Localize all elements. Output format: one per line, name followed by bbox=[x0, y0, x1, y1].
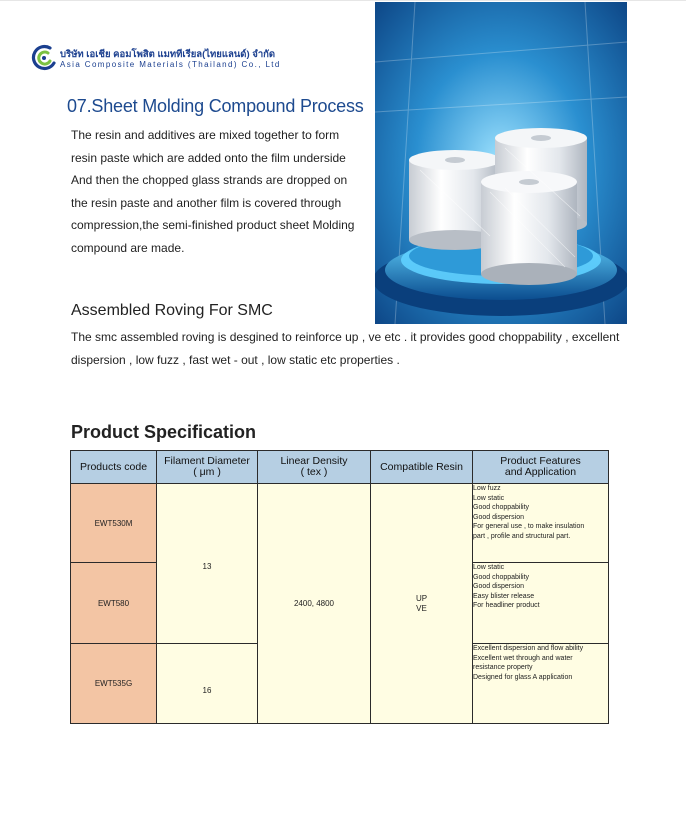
feature-item: Easy blister release bbox=[473, 592, 535, 600]
roving-line: The smc assembled roving is desgined to reinforce up , ve etc . it provides good choppability , excellent bbox=[71, 330, 620, 344]
feature-item: part , profile and structural part. bbox=[473, 532, 571, 540]
roving-title: Assembled Roving For SMC bbox=[71, 302, 273, 319]
process-description bbox=[71, 124, 371, 259]
table-row bbox=[71, 484, 609, 563]
resin-value: UP bbox=[415, 593, 428, 603]
logo-swirl-icon bbox=[30, 44, 58, 72]
process-line: The resin and additives are mixed together to form bbox=[71, 128, 340, 142]
company-logo bbox=[30, 44, 370, 74]
company-name-thai: บริษัท เอเชีย คอมโพสิต แมททีเรียล(ไทยแลนด์) จำกัด bbox=[60, 49, 276, 60]
feature-item: Good dispersion bbox=[473, 583, 524, 590]
product-code: EWT535G bbox=[71, 644, 157, 724]
spec-table bbox=[70, 450, 609, 724]
feature-item: Excellent dispersion and flow ability bbox=[473, 645, 584, 652]
roving-line: dispersion , low fuzz , fast wet - out , low static etc properties . bbox=[71, 353, 400, 367]
header-products-code: Products code bbox=[71, 451, 157, 484]
feature-item: Good choppability bbox=[473, 504, 530, 511]
process-line: resin paste which are added onto the film underside bbox=[71, 150, 346, 165]
diameter-cell-16 bbox=[157, 644, 258, 724]
features-cell bbox=[473, 484, 609, 563]
process-line: the resin paste and another film is covered through bbox=[71, 195, 342, 210]
header-linear-density bbox=[258, 451, 371, 484]
spec-title: Product Specification bbox=[71, 422, 257, 442]
diameter-value: 16 bbox=[202, 686, 212, 695]
header-filament-diameter bbox=[157, 451, 258, 484]
density-cell: 2400, 4800 bbox=[258, 484, 371, 724]
roving-description bbox=[71, 326, 631, 372]
top-rule bbox=[0, 0, 686, 1]
feature-item: Excellent wet through and water bbox=[473, 654, 573, 662]
header-line: ( μm ) bbox=[193, 466, 221, 478]
resin-cell bbox=[371, 484, 473, 724]
feature-item: For headliner product bbox=[473, 602, 540, 609]
feature-item: Low static bbox=[473, 564, 505, 571]
header-line: and Application bbox=[504, 466, 577, 478]
header-line: Filament Diameter bbox=[164, 455, 250, 467]
features-cell bbox=[473, 563, 609, 644]
header-line: Product Features bbox=[500, 455, 581, 467]
table-header-row bbox=[71, 451, 609, 484]
diameter-cell-13 bbox=[157, 484, 258, 644]
resin-value: VE bbox=[416, 603, 427, 613]
features-cell bbox=[473, 644, 609, 724]
diameter-value: 13 bbox=[202, 562, 212, 571]
feature-item: Good dispersion bbox=[473, 513, 524, 521]
product-code: EWT580 bbox=[71, 563, 157, 644]
product-code: EWT530M bbox=[71, 484, 157, 563]
process-line: compound are made. bbox=[71, 240, 185, 255]
header-line: ( tex ) bbox=[300, 466, 328, 478]
feature-item: Low static bbox=[473, 494, 505, 502]
process-line: compression,the semi-finished product sheet Molding bbox=[71, 218, 355, 232]
header-line: Linear Density bbox=[280, 455, 348, 467]
feature-item: resistance property bbox=[473, 664, 533, 671]
company-name-english: Asia Composite Materials (Thailand) Co., Ltd bbox=[60, 60, 281, 69]
roving-spools-image bbox=[375, 2, 627, 324]
feature-item: For general use , to make insulation bbox=[473, 523, 585, 530]
feature-item: Designed for glass A application bbox=[473, 673, 573, 681]
feature-item: Low fuzz bbox=[473, 485, 501, 492]
header-compatible-resin: Compatible Resin bbox=[371, 451, 473, 484]
section-title: 07.Sheet Molding Compound Process bbox=[67, 96, 364, 116]
process-line: And then the chopped glass strands are dropped on bbox=[71, 173, 348, 187]
header-product-features bbox=[473, 451, 609, 484]
feature-item: Good choppability bbox=[473, 573, 530, 581]
